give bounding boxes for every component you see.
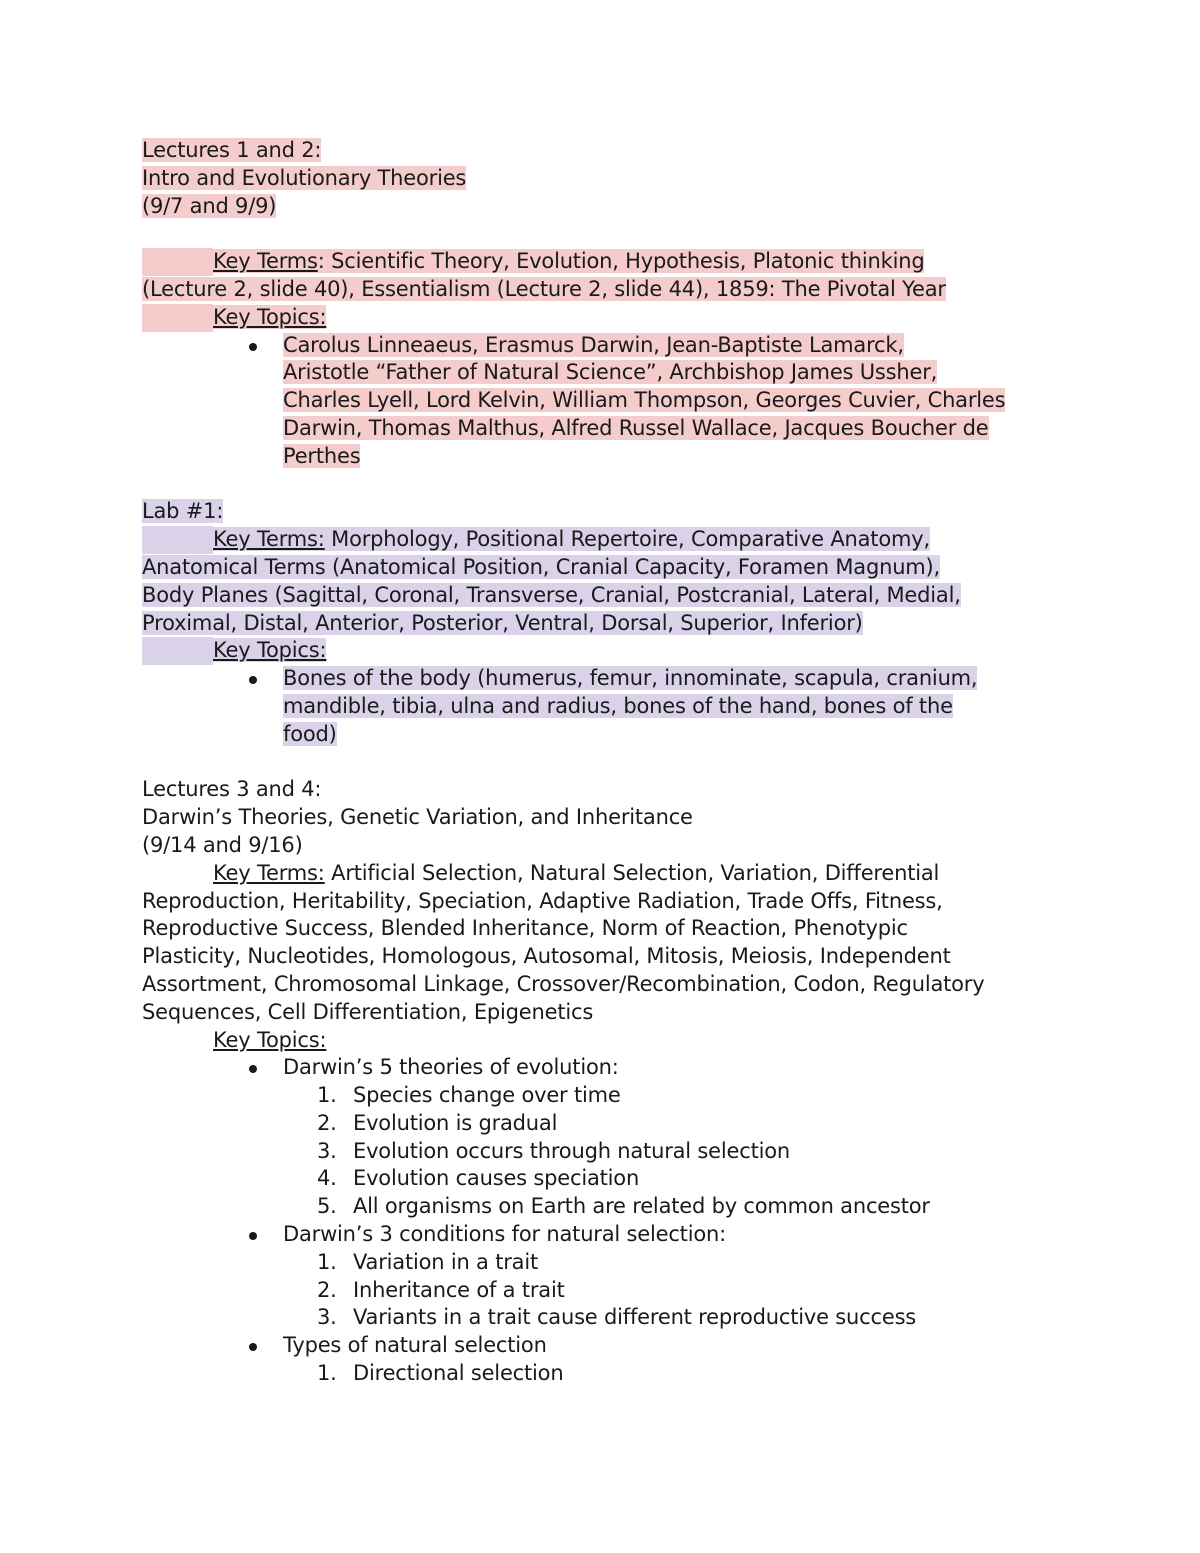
numbered-item: 3. Variants in a trait cause different reproductive success xyxy=(317,1305,917,1330)
lec12-heading2: Intro and Evolutionary Theories xyxy=(142,165,467,190)
lab1-key-terms-line1: Key Terms: Morphology, Positional Repertoire, Comparative Anatomy, xyxy=(142,526,1200,554)
lec34-key-topics: Key Topics: xyxy=(213,1027,327,1052)
lec34-key-terms-line: Plasticity, Nucleotides, Homologous, Autosomal, Mitosis, Meiosis, Independent xyxy=(142,944,951,969)
numbered-item: 2. Inheritance of a trait xyxy=(317,1277,565,1302)
numbered-item: 3. Evolution occurs through natural selection xyxy=(317,1138,790,1163)
lec34-key-terms-line: Reproduction, Heritability, Speciation, Adaptive Radiation, Trade Offs, Fitness, xyxy=(142,888,943,913)
lec34-key-terms-line: Sequences, Cell Differentiation, Epigenetics xyxy=(142,999,594,1024)
lec34-bullet-theories: Darwin’s 5 theories of evolution: xyxy=(142,1054,1200,1082)
lec34-bullet-types: Types of natural selection xyxy=(142,1332,1200,1360)
key-terms-label: Key Terms xyxy=(213,249,318,274)
bullet-icon xyxy=(249,1232,257,1240)
bullet-icon xyxy=(249,1065,257,1073)
numbered-item: 5. All organisms on Earth are related by common ancestor xyxy=(317,1194,930,1219)
lab1-topic-bullet: Bones of the body (humerus, femur, innominate, scapula, cranium, mandible, tibia, ulna and radius, bones of the hand, bones of the food) xyxy=(142,665,1200,748)
lec34-key-terms-line: Assortment, Chromosomal Linkage, Crossover/Recombination, Codon, Regulatory xyxy=(142,971,985,996)
lec34-heading1: Lectures 3 and 4: xyxy=(142,777,322,802)
lec12-topic-bullet: Carolus Linneaeus, Erasmus Darwin, Jean-Baptiste Lamarck, Aristotle “Father of Natural Science”, Archbishop James Ussher, Charles Lyell, Lord Kelvin, William Thompson, Georges Cuvier, Charles Darwin, Thomas Malthus, Alfred Russel Wallace, Jacques Boucher de Perthes xyxy=(142,332,1200,471)
lec34-key-terms-line1: Key Terms: Artificial Selection, Natural Selection, Variation, Differential xyxy=(213,860,940,885)
bullet-icon xyxy=(249,343,257,351)
lec12-dates: (9/7 and 9/9) xyxy=(142,193,277,218)
lec12-key-topics: Key Topics: xyxy=(142,304,1200,332)
lab1-key-topics: Key Topics: xyxy=(142,637,1200,665)
lec12-key-terms-line1: Key Terms: Scientific Theory, Evolution, Hypothesis, Platonic thinking xyxy=(142,248,1200,276)
numbered-item: 1. Species change over time xyxy=(317,1083,621,1108)
lab1-key-terms-line3: Body Planes (Sagittal, Coronal, Transverse, Cranial, Postcranial, Lateral, Medial, xyxy=(142,582,961,607)
numbered-item: 1. Variation in a trait xyxy=(317,1249,539,1274)
lec34-bullet-conditions: Darwin’s 3 conditions for natural selection: xyxy=(142,1221,1200,1249)
lec34-heading2: Darwin’s Theories, Genetic Variation, and Inheritance xyxy=(142,805,693,830)
lab1-heading: Lab #1: xyxy=(142,499,224,524)
lab1-key-terms-line4: Proximal, Distal, Anterior, Posterior, Ventral, Dorsal, Superior, Inferior) xyxy=(142,610,863,635)
lab1-key-terms-line2: Anatomical Terms (Anatomical Position, Cranial Capacity, Foramen Magnum), xyxy=(142,554,941,579)
numbered-item: 1. Directional selection xyxy=(317,1361,564,1386)
lec34-dates: (9/14 and 9/16) xyxy=(142,832,303,857)
key-terms-label: Key Terms: xyxy=(213,860,325,885)
lec12-heading1: Lectures 1 and 2: xyxy=(142,138,322,162)
bullet-icon xyxy=(249,1343,257,1351)
numbered-item: 2. Evolution is gradual xyxy=(317,1110,558,1135)
numbered-item: 4. Evolution causes speciation xyxy=(317,1166,640,1191)
lec12-key-terms-line2: (Lecture 2, slide 40), Essentialism (Lecture 2, slide 44), 1859: The Pivotal Year xyxy=(142,276,946,301)
bullet-icon xyxy=(249,676,257,684)
lec34-key-terms-line: Reproductive Success, Blended Inheritance, Norm of Reaction, Phenotypic xyxy=(142,916,908,941)
key-terms-label: Key Terms: xyxy=(213,527,325,552)
